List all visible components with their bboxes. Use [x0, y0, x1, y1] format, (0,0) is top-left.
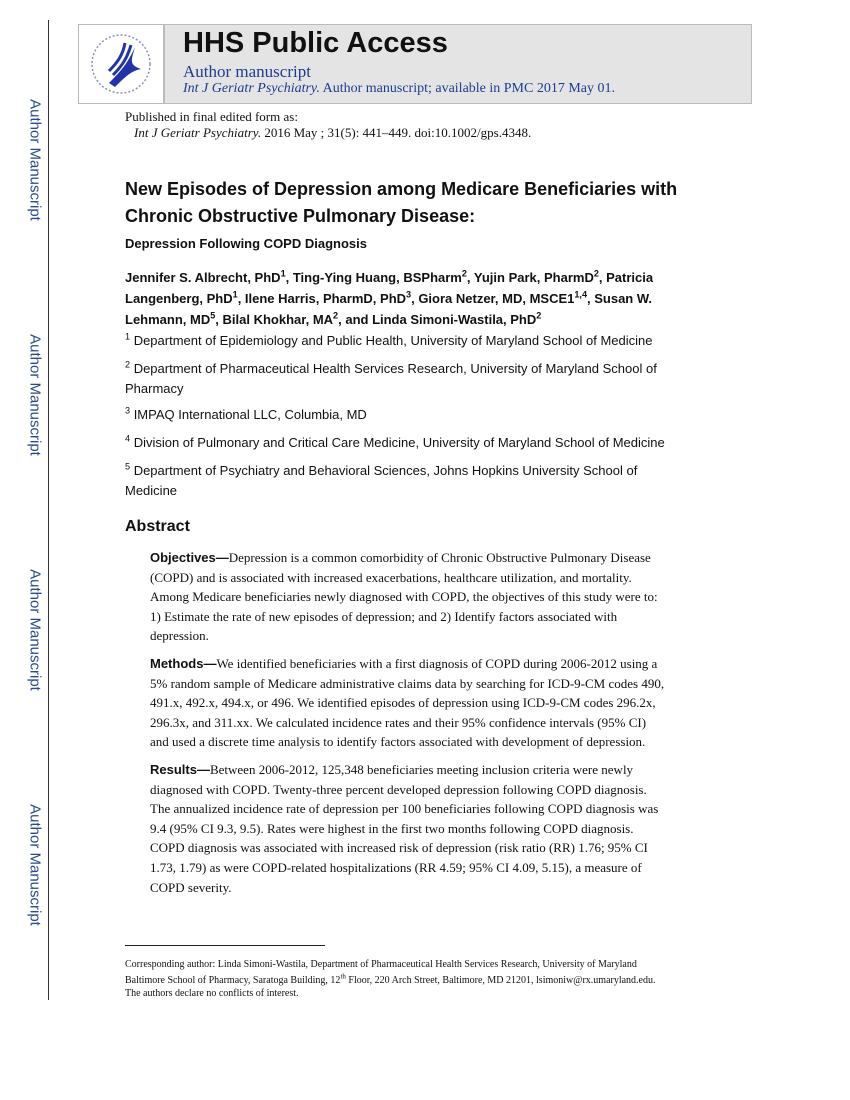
abstract-line: [150, 548, 710, 568]
abstract-line: [150, 760, 710, 780]
abstract-line: [150, 819, 710, 839]
author-name: Langenberg, PhD: [125, 291, 233, 306]
abstract-text: Among Medicare beneficiaries newly diagnosed with COPD, the objectives of this study were to:: [150, 589, 658, 605]
author-name: , and: [338, 312, 373, 327]
abstract-section: [150, 548, 710, 646]
author-line: [125, 312, 541, 327]
affiliation-text: IMPAQ International LLC, Columbia, MD: [133, 407, 367, 422]
author-name: , Bilal Khokhar, MA: [215, 312, 334, 327]
author-name: Linda Simoni-Wastila, PhD: [372, 312, 537, 327]
author-affiliation-mark: 5: [210, 310, 216, 321]
abstract-section: [150, 760, 710, 897]
affiliation-text: Pharmacy: [125, 381, 184, 396]
abstract-line: [150, 858, 710, 878]
published-citation: Int J Geriatr Psychiatry. 2016 May ; 31(5): 441–449. doi:10.1002/gps.4348.: [134, 125, 532, 140]
affiliation-text: Division of Pulmonary and Critical Care Medicine, University of Maryland School of Medicine: [133, 435, 665, 450]
abstract-section-label: Results—: [150, 762, 210, 777]
published-label: Published in final edited form as:: [125, 109, 298, 124]
abstract-text: 491.x, 492.x, 494.x, or 496. We identified episodes of depression using ICD-9-CM codes 296.2x,: [150, 695, 656, 711]
affiliation-line: [125, 361, 657, 376]
abstract-line: [150, 674, 710, 694]
author-line: [125, 270, 653, 285]
author-affiliation-mark: 2: [333, 310, 339, 321]
sidebar-label: Author Manuscript: [26, 569, 44, 691]
sidebar-label: Author Manuscript: [26, 334, 44, 456]
abstract-line: [150, 713, 710, 733]
affiliation-line: [125, 463, 637, 478]
abstract-text: 1.73, 1.79) as were COPD-related hospitalizations (RR 4.59; 95% CI 4.09, 5.15), a measure of: [150, 859, 642, 875]
author-name: , Ting-Ying Huang, BSPharm: [285, 270, 462, 285]
abstract-section: [150, 654, 710, 752]
affiliation-text: Department of Pharmaceutical Health Services Research, University of Maryland School of: [133, 361, 657, 376]
affiliation-line: [125, 381, 184, 396]
header-title: HHS Public Access: [183, 27, 448, 59]
abstract-heading: Abstract: [125, 518, 190, 535]
sidebar-label: Author Manuscript: [26, 99, 44, 221]
footnote-corresponding: Corresponding author: Linda Simoni-Wastila, Department of Pharmaceutical Health Services Research, University of Maryland Baltimore School of Pharmacy, Saratoga Building, 12th Floor, 220 Arch Street, Baltimore, MD 21201, lsimoniw@rx.umaryland.edu.: [125, 959, 656, 986]
affiliation-number: 5: [125, 461, 131, 472]
author-name: , Susan W.: [587, 291, 653, 306]
affiliation-number: 3: [125, 405, 131, 416]
article-title: Chronic Obstructive Pulmonary Disease:: [125, 206, 476, 226]
header-subtitle: Author manuscript: [183, 62, 311, 81]
hhs-logo-icon: [79, 25, 165, 103]
abstract-line: [150, 799, 710, 819]
abstract-text: The annualized incidence rate of depression per 100 beneficiaries following COPD diagnosis was: [150, 801, 659, 817]
author-affiliation-mark: 2: [536, 310, 542, 321]
abstract-line: [150, 878, 710, 898]
affiliation-text: Department of Epidemiology and Public Health, University of Maryland School of Medicine: [133, 333, 653, 348]
affiliation-line: [125, 435, 665, 450]
margin-rule: [48, 20, 49, 1000]
abstract-text: COPD severity.: [150, 879, 232, 895]
abstract-line: [150, 838, 710, 858]
author-name: Lehmann, MD: [125, 312, 211, 327]
abstract-line: [150, 693, 710, 713]
affiliation-line: [125, 407, 367, 422]
sidebar-label: Author Manuscript: [26, 804, 44, 926]
abstract-line: [150, 607, 710, 627]
abstract-section-label: Methods—: [150, 656, 217, 671]
affiliation-text: Medicine: [125, 483, 178, 498]
abstract-line: [150, 587, 710, 607]
footnote-rule: [125, 945, 325, 946]
author-affiliation-mark: 1,4: [574, 289, 588, 300]
abstract-text: COPD diagnosis was associated with increased risk of depression (risk ratio (RR) 1.76; 95% CI: [150, 840, 648, 856]
affiliation-line: [125, 333, 653, 348]
abstract-text: 5% random sample of Medicare administrative claims data by searching for ICD-9-CM codes 490,: [150, 675, 665, 691]
article-title: New Episodes of Depression among Medicare Beneficiaries with: [125, 179, 678, 199]
abstract-text: Between 2006-2012, 125,348 beneficiaries meeting inclusion criteria were newly: [209, 762, 634, 777]
author-name: , Yujin Park, PharmD: [466, 270, 594, 285]
abstract-text: diagnosed with COPD. Twenty-three percent developed depression following COPD diagnosis.: [150, 781, 647, 797]
affiliation-line: [125, 483, 177, 498]
author-line: [125, 291, 652, 306]
author-name: Jennifer S. Albrecht, PhD: [125, 270, 281, 285]
abstract-text: 1) Estimate the rate of new episodes of depression; and 2) Identify factors associated with: [150, 608, 618, 624]
footnote-conflicts: The authors declare no conflicts of interest.: [125, 988, 299, 999]
author-affiliation-mark: 1: [280, 268, 286, 279]
header-journal-line: Int J Geriatr Psychiatry. Author manuscript; available in PMC 2017 May 01.: [183, 81, 616, 96]
abstract-text: 9.4 (95% CI 9.3, 9.5). Rates were highest in the first two months following COPD diagnosis.: [150, 820, 634, 836]
abstract-text: and used a discrete time analysis to identify factors associated with development of depression.: [150, 734, 646, 750]
author-name: , Ilene Harris, PharmD, PhD: [237, 291, 407, 306]
affiliation-text: Department of Psychiatry and Behavioral Sciences, Johns Hopkins University School of: [133, 463, 638, 478]
abstract-text: We identified beneficiaries with a first diagnosis of COPD during 2006-2012 using a: [216, 656, 658, 671]
abstract-text: Depression is a common comorbidity of Chronic Obstructive Pulmonary Disease: [228, 550, 651, 565]
author-affiliation-mark: 2: [593, 268, 599, 279]
abstract-line: [150, 654, 710, 674]
affiliation-number: 4: [125, 433, 131, 444]
author-affiliation-mark: 2: [461, 268, 467, 279]
author-affiliation-mark: 3: [406, 289, 412, 300]
abstract-section-label: Objectives—: [150, 550, 229, 565]
abstract-line: [150, 626, 710, 646]
affiliation-number: 1: [125, 331, 131, 342]
author-name: , Patricia: [598, 270, 654, 285]
abstract-line: [150, 780, 710, 800]
abstract-line: [150, 732, 710, 752]
author-name: , Giora Netzer, MD, MSCE1: [411, 291, 575, 306]
abstract-text: 296.3x, and 311.xx. We calculated incidence rates and their 95% confidence intervals (95% CI): [150, 714, 647, 730]
abstract-text: (COPD) and is associated with increased exacerbations, healthcare utilization, and mortality.: [150, 569, 632, 585]
author-affiliation-mark: 1: [232, 289, 238, 300]
article-subtitle: Depression Following COPD Diagnosis: [125, 236, 367, 251]
abstract-text: depression.: [150, 628, 209, 644]
abstract-line: [150, 568, 710, 588]
hhs-header: [78, 24, 752, 104]
affiliation-number: 2: [125, 359, 131, 370]
